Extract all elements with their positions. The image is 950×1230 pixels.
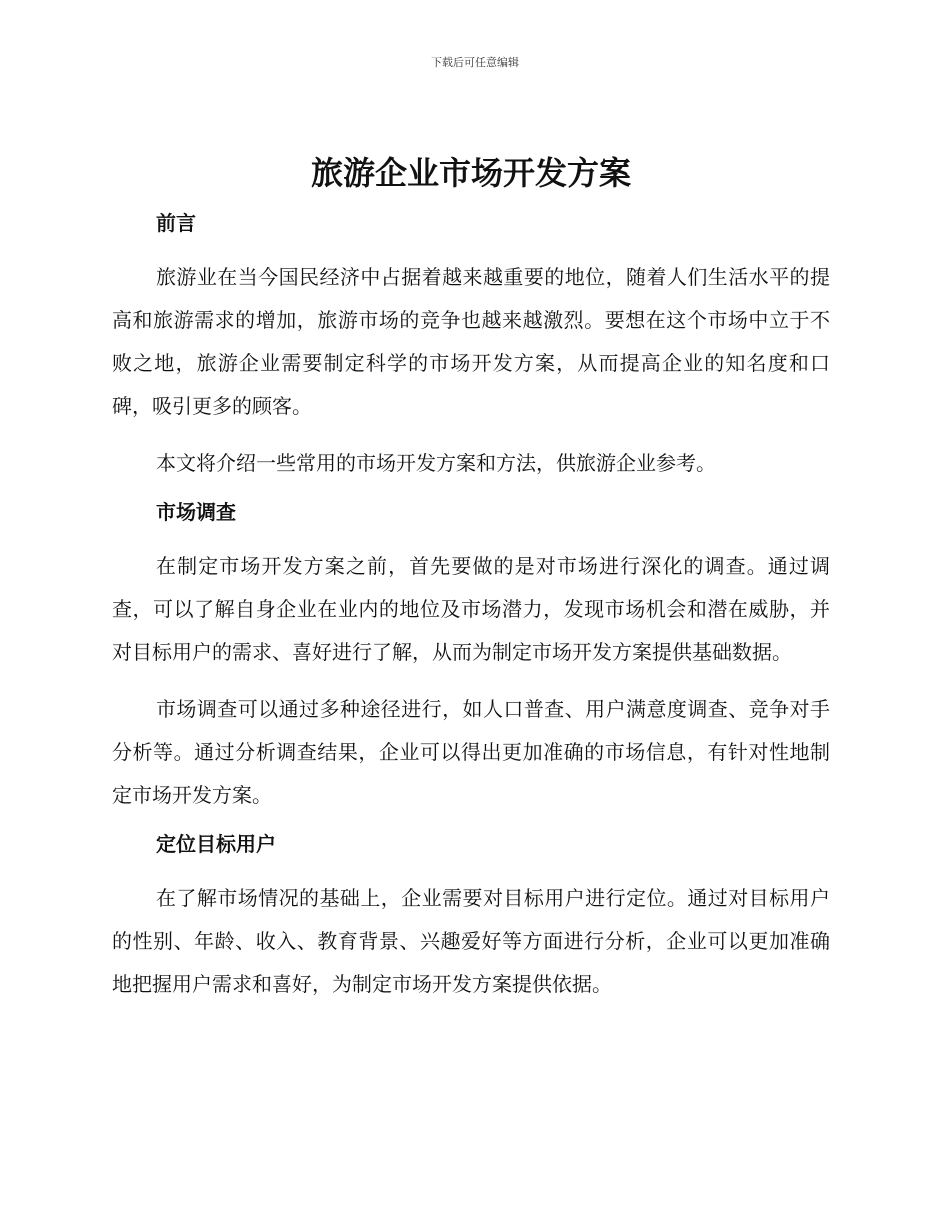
section-heading: 定位目标用户 bbox=[156, 832, 276, 856]
header-note: 下载后可任意编辑 bbox=[431, 56, 519, 69]
document-body bbox=[112, 150, 830, 1020]
section-heading: 前言 bbox=[156, 211, 196, 235]
section-heading: 市场调查 bbox=[156, 500, 236, 524]
section-market-research bbox=[112, 499, 830, 817]
paragraph: 旅游业在当今国民经济中占据着越来越重要的地位，随着人们生活水平的提高和旅游需求的增加，旅游市场的竞争也越来越激烈。要想在这个市场中立于不败之地，旅游企业需要制定科学的市场开发方案，从而提高企业的知名度和口碑，吸引更多的顾客。 bbox=[112, 265, 830, 418]
section-target-users bbox=[112, 831, 830, 1006]
section-preface bbox=[112, 210, 830, 485]
paragraph: 在制定市场开发方案之前，首先要做的是对市场进行深化的调查。通过调查，可以了解自身企业在业内的地位及市场潜力，发现市场机会和潜在威胁，并对目标用户的需求、喜好进行了解，从而为制定市场开发方案提供基础数据。 bbox=[112, 554, 830, 664]
document-title: 旅游企业市场开发方案 bbox=[310, 154, 631, 192]
paragraph: 本文将介绍一些常用的市场开发方案和方法，供旅游企业参考。 bbox=[156, 451, 716, 475]
paragraph: 在了解市场情况的基础上，企业需要对目标用户进行定位。通过对目标用户的性别、年龄、收入、教育背景、兴趣爱好等方面进行分析，企业可以更加准确地把握用户需求和喜好，为制定市场开发方案提供依据。 bbox=[112, 886, 830, 996]
paragraph: 市场调查可以通过多种途径进行，如人口普查、用户满意度调查、竞争对手分析等。通过分析调查结果，企业可以得出更加准确的市场信息，有针对性地制定市场开发方案。 bbox=[112, 697, 830, 807]
